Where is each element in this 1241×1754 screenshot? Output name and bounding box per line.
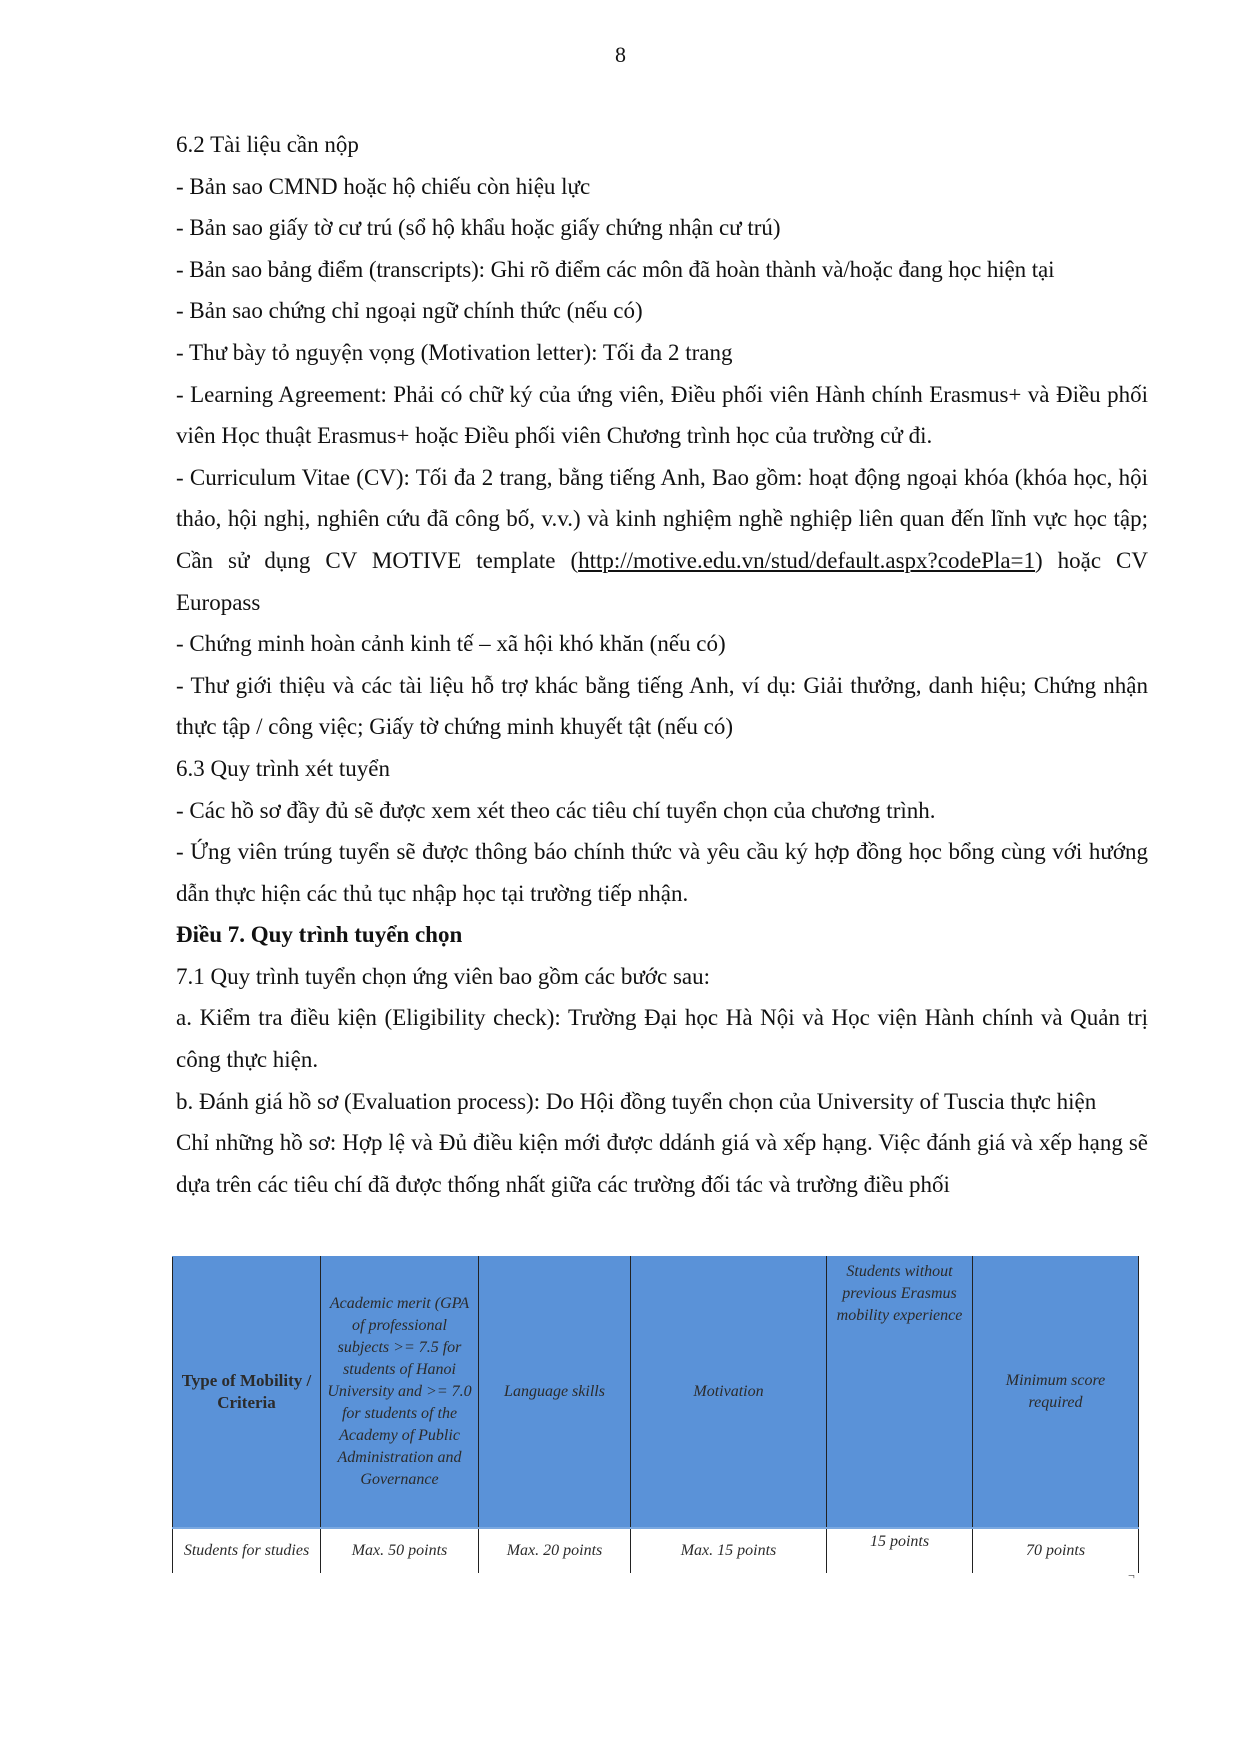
- table-header-cell: Students without previous Erasmus mobility experience: [827, 1257, 973, 1529]
- paragraph: - Ứng viên trúng tuyển sẽ được thông báo chính thức và yêu cầu ký hợp đồng học bổng cùng với hướng dẫn thực hiện các thủ tục nhập học tại trường tiếp nhận.: [176, 839, 1148, 906]
- list-item: - Thư giới thiệu và các tài liệu hỗ trợ khác bằng tiếng Anh, ví dụ: Giải thưởng, danh hiệu; Chứng nhận thực tập / công việc; Giấy tờ chứng minh khuyết tật (nếu có): [176, 672, 1148, 740]
- list-item: - Learning Agreement: Phải có chữ ký của ứng viên, Điều phối viên Hành chính Erasmus+ và Điều phối viên Học thuật Erasmus+ hoặc Điều phối viên Chương trình học của trường cử đi.: [176, 381, 1148, 449]
- list-item-cv: [176, 457, 1148, 623]
- list-item: - Bản sao CMND hoặc hộ chiếu còn hiệu lực: [176, 173, 591, 199]
- table-cell: Max. 50 points: [321, 1528, 479, 1573]
- table-header-cell: Type of Mobility / Criteria: [173, 1257, 321, 1529]
- list-item: - Bản sao bảng điểm (transcripts): Ghi rõ điểm các môn đã hoàn thành và/hoặc đang học hiện tại: [176, 256, 1055, 282]
- list-item: - Bản sao chứng chỉ ngoại ngữ chính thức (nếu có): [176, 298, 643, 324]
- section-heading-7-1: 7.1 Quy trình tuyển chọn ứng viên bao gồm các bước sau:: [176, 963, 711, 989]
- section-heading-6-3: 6.3 Quy trình xét tuyển: [176, 755, 390, 781]
- paragraph: Chỉ những hồ sơ: Hợp lệ và Đủ điều kiện mới được ddánh giá và xếp hạng. Việc đánh giá và xếp hạng sẽ dựa trên các tiêu chí đã được thống nhất giữa các trường đối tác và trường điều phối: [176, 1130, 1148, 1197]
- list-item: - Chứng minh hoàn cảnh kinh tế – xã hội khó khăn (nếu có): [176, 631, 726, 657]
- table-cell: Students for studies: [173, 1528, 321, 1573]
- document-body: [176, 124, 1148, 1205]
- motive-template-link[interactable]: http://motive.edu.vn/stud/default.aspx?codePla=1: [578, 547, 1036, 573]
- paragraph: b. Đánh giá hồ sơ (Evaluation process): Do Hội đồng tuyển chọn của University of Tuscia thực hiện: [176, 1088, 1097, 1114]
- page-number: 8: [615, 42, 626, 67]
- cv-text-after: ) hoặc CV Europass: [176, 547, 1148, 615]
- table-header-cell: Motivation: [631, 1257, 827, 1529]
- table-cell: 70 points: [973, 1528, 1139, 1573]
- stray-mark: ¬: [1128, 1568, 1135, 1582]
- paragraph: a. Kiểm tra điều kiện (Eligibility check): Trường Đại học Hà Nội và Học viện Hành chính và Quản trị công thực hiện.: [176, 1005, 1148, 1073]
- list-item: - Bản sao giấy tờ cư trú (sổ hộ khẩu hoặc giấy chứng nhận cư trú): [176, 215, 781, 241]
- table-row: [173, 1528, 1139, 1573]
- table-header-cell: Language skills: [479, 1257, 631, 1529]
- cv-text-before: - Curriculum Vitae (CV): Tối đa 2 trang, bằng tiếng Anh, Bao gồm: hoạt động ngoại khóa (khóa học, hội thảo, hội nghị, nghiên cứu đã công bố, v.v.) và kinh nghiệm nghề nghiệp liên quan đến lĩnh vực học tập; Cần sử dụng CV MOTIVE template (: [176, 464, 1148, 573]
- table-header-cell: Minimum score required: [973, 1257, 1139, 1529]
- table-cell: Max. 15 points: [631, 1528, 827, 1573]
- table-header-row: [173, 1257, 1139, 1529]
- selection-criteria-table: [172, 1256, 1139, 1573]
- table-cell: 15 points: [827, 1528, 973, 1573]
- list-item: - Thư bày tỏ nguyện vọng (Motivation letter): Tối đa 2 trang: [176, 339, 733, 365]
- table-header-cell: Academic merit (GPA of professional subjects >= 7.5 for students of Hanoi University and >= 7.0 for students of the Academy of Public Administration and Governance: [321, 1257, 479, 1529]
- table-cell: Max. 20 points: [479, 1528, 631, 1573]
- article-heading-7: Điều 7. Quy trình tuyển chọn: [176, 922, 463, 948]
- section-heading-6-2: 6.2 Tài liệu cần nộp: [176, 132, 359, 157]
- paragraph: - Các hồ sơ đầy đủ sẽ được xem xét theo các tiêu chí tuyển chọn của chương trình.: [176, 797, 936, 823]
